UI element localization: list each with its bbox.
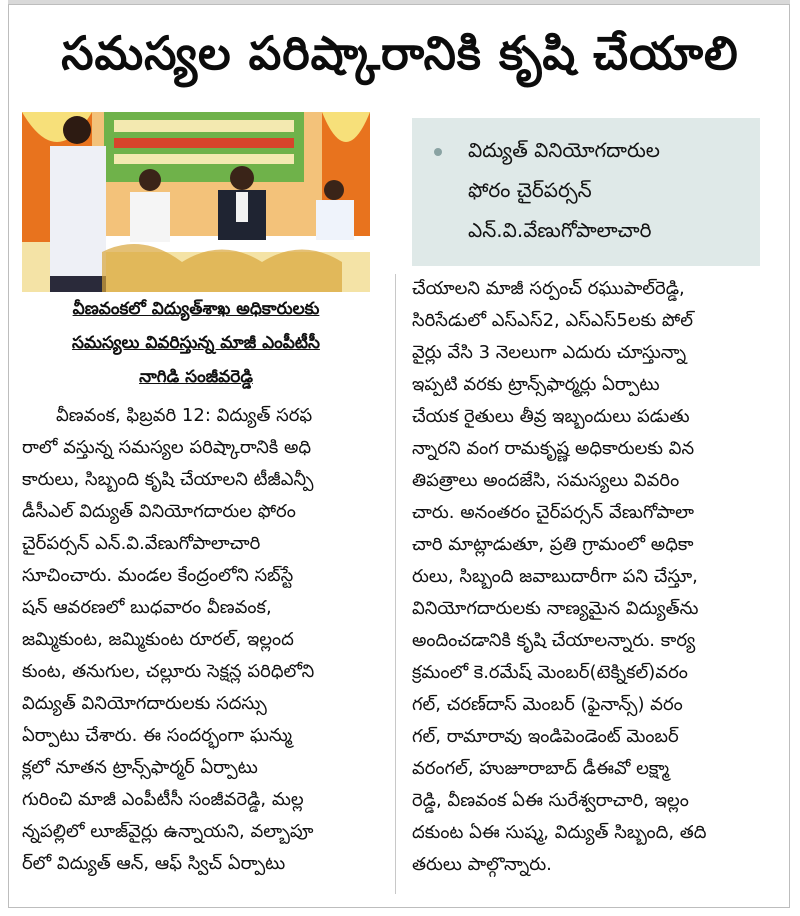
bullet-icon	[434, 148, 442, 156]
caption-line: సమస్యలు వివరిస్తున్న మాజీ ఎంపీటీసీ	[72, 333, 320, 353]
column-divider	[395, 274, 396, 894]
body-line: వీణవంక, ఫిబ్రవరి 12: విద్యుత్ సరఫ	[56, 405, 313, 426]
body-line: దకుంట ఏఈ సుష్మ, విద్యుత్ సిబ్బంది, తది	[412, 822, 707, 843]
body-line: వరంగల్, హుజూరాబాద్ డీఈవో లక్ష్మా	[412, 758, 670, 779]
body-line: ఇప్పటి వరకు ట్రాన్స్‌ఫార్మర్లు ఏర్పాటు	[412, 374, 660, 395]
body-line: ర్‌లో విద్యుత్ ఆన్, ఆఫ్ స్విచ్ ఏర్పాటు	[22, 853, 286, 874]
body-line: ఏర్పాటు చేశారు. ఈ సందర్భంగా ఘన్ము	[22, 725, 292, 746]
body-line: గురించి మాజీ ఎంపీటీసీ సంజీవరెడ్డి, మల్ల	[22, 789, 304, 810]
body-line: తిపత్రాలు అందజేసి, సమస్యలు వివరిం	[412, 470, 680, 491]
pull-quote-box	[412, 118, 760, 266]
body-line: వైర్లు వేసి 3 నెలలుగా ఎదురు చూస్తున్నా	[412, 342, 687, 363]
body-line: రెడ్డి, వీణవంక ఏఈ సురేశ్వరాచారి, ఇల్లం	[412, 790, 689, 811]
body-line: చేయాలని మాజీ సర్పంచ్ రఘుపాల్‌రెడ్డి,	[412, 278, 685, 299]
article-body-left	[22, 400, 370, 880]
body-line: విద్యుత్ వినియోగదారులకు సదస్సు	[22, 693, 267, 714]
body-line: రులు, సిబ్బంది జవాబుదారీగా పని చేస్తూ,	[412, 566, 698, 587]
photo-icon	[22, 112, 370, 292]
photo-caption	[22, 292, 370, 394]
caption-line: నాగిడి సంజీవరెడ్డి	[139, 367, 253, 387]
body-line: గల్, రామారావు ఇండిపెండెంట్ మెంబర్	[412, 726, 679, 747]
pull-quote-line: ఫోరం చైర్‌పర్సన్	[468, 178, 592, 202]
body-line: చారు. అనంతరం చైర్‌పర్సన్ వేణుగోపాలా	[412, 502, 694, 523]
body-line: వినియోగదారులకు నాణ్యమైన విద్యుత్‌ను	[412, 598, 699, 619]
body-line: డీసీఎల్ విద్యుత్ వినియోగదారుల ఫోరం	[22, 501, 296, 522]
body-line: న్నపల్లిలో లూజ్‌వైర్లు ఉన్నాయని, వల్బాపూ	[22, 821, 314, 842]
body-line: రాలో వస్తున్న సమస్యల పరిష్కారానికి అధి	[22, 437, 312, 458]
body-line: తరులు పాల్గొన్నారు.	[412, 854, 552, 875]
body-line: న్నారని వంగ రామకృష్ణ అధికారులకు విన	[412, 438, 695, 459]
body-line: క్రమంలో కె.రమేష్ మెంబర్(టెక్నికల్)వరం	[412, 662, 688, 683]
body-line: గల్, చరణ్‌దాస్ మెంబర్ (ఫైనాన్స్) వరం	[412, 694, 683, 715]
body-line: కుంట, తనుగుల, చల్లూరు సెక్షన్ల పరిధిలోని	[22, 661, 315, 682]
body-line: జమ్మికుంట, జమ్మికుంట రూరల్, ఇల్లంద	[22, 629, 294, 650]
caption-line: వీణవంకలో విద్యుత్‌శాఖ అధికారులకు	[72, 299, 320, 319]
article-body-right	[412, 273, 760, 881]
pull-quote-line: ఎన్.వి.వేణుగోపాలాచారి	[468, 218, 652, 242]
pull-quote-line: విద్యుత్ వినియోగదారుల	[468, 138, 660, 162]
body-line: చారి మాట్లాడుతూ, ప్రతి గ్రామంలో అధికా	[412, 534, 694, 555]
body-line: అందించడానికి కృషి చేయాలన్నారు. కార్య	[412, 630, 696, 651]
body-line: చేయక రైతులు తీవ్ర ఇబ్బందులు పడుతు	[412, 406, 690, 427]
body-line: సూచించారు. మండల కేంద్రంలోని సబ్‌స్టే	[22, 565, 294, 586]
body-line: షన్ ఆవరణలో బుధవారం వీణవంక,	[22, 597, 272, 618]
body-line: చైర్‌పర్సన్ ఎన్.వి.వేణుగోపాలాచారి	[22, 533, 261, 554]
body-line: కారులు, సిబ్బంది కృషి చేయాలని టీజీఎన్పీ	[22, 469, 314, 490]
body-line: క్లలో నూతన ట్రాన్స్‌ఫార్మర్ ఏర్పాటు	[22, 757, 258, 778]
news-photo	[22, 112, 370, 292]
headline: సమస్యల పరిష్కారానికి కృషి చేయాలి	[61, 26, 739, 80]
body-line: సిరిసేడులో ఎస్ఎస్2, ఎస్ఎస్5లకు పోల్	[412, 310, 694, 331]
